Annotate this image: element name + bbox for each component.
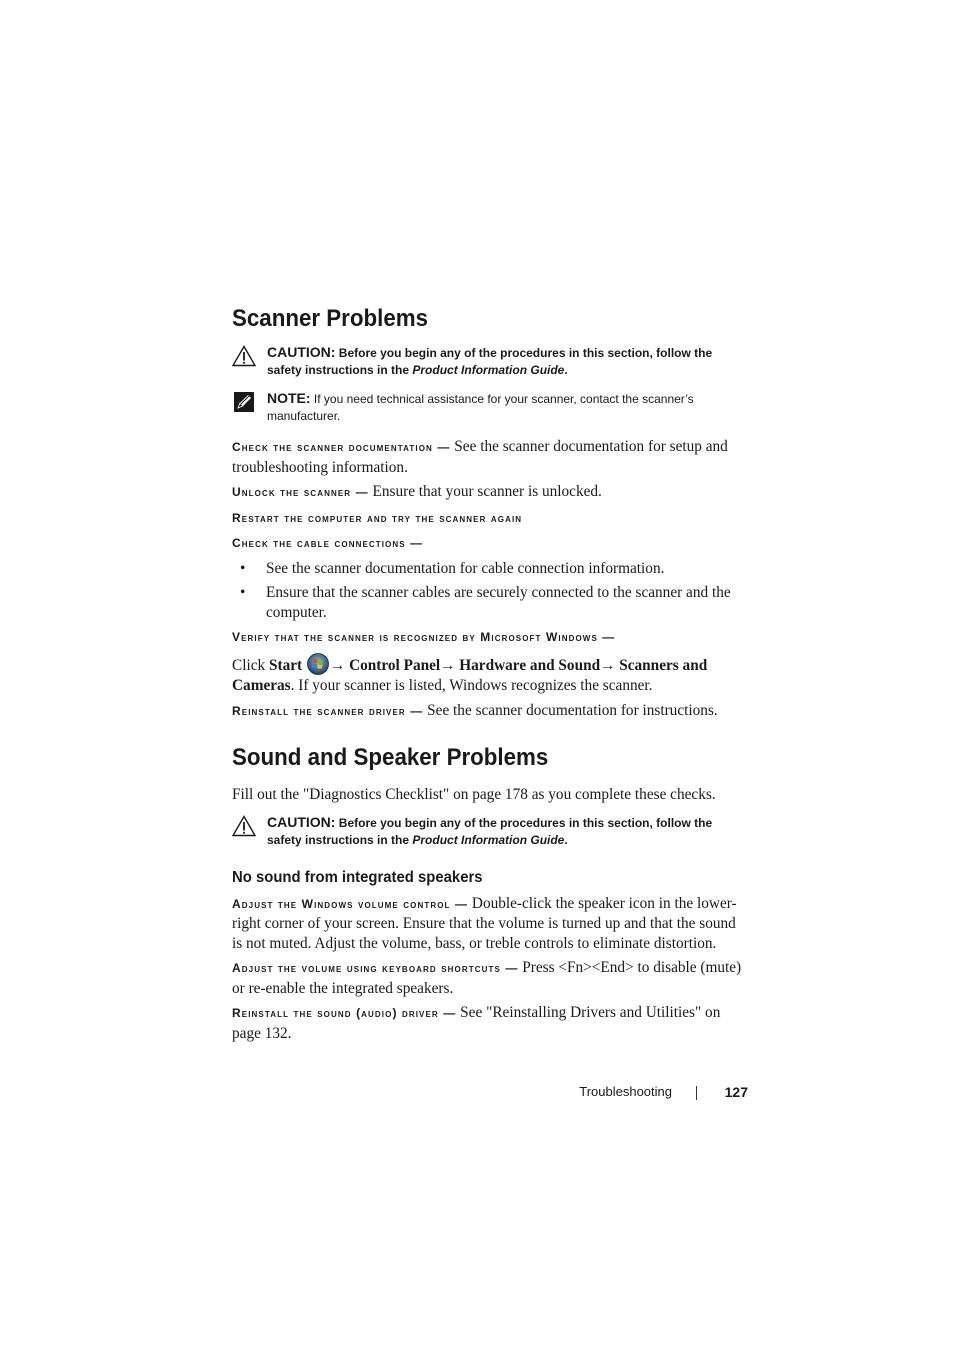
unlock-text: Ensure that your scanner is unlocked. [372,483,602,500]
check-doc-heading: Check the scanner documentation — [232,440,451,454]
caution-triangle-icon [232,345,256,367]
verify-paragraph: Click Start → Control Panel→ Hardware and Sound→ Scanners and Cameras. If your scanner is listed, Windows recognizes the scanner. [232,653,748,697]
unlock-heading: Unlock the scanner — [232,485,369,499]
volume-heading: Adjust the Windows volume control — [232,896,469,911]
cable-heading: Check the cable connections — [232,536,424,550]
windows-start-icon [307,653,329,675]
page-content [232,303,748,1043]
scanner-problems-title: Scanner Problems [232,305,428,332]
shortcuts-heading: Adjust the volume using keyboard shortcuts — [232,961,519,975]
no-sound-subtitle: No sound from integrated speakers [232,868,483,886]
driver-text: See "Reinstalling Drivers and Utilities" on page 132. [232,1004,721,1042]
note-pencil-icon [232,391,256,413]
list-item: • Ensure that the scanner cables are securely connected to the scanner and the computer. [240,584,731,621]
caution-guide-title: Product Information Guide [412,363,565,377]
footer-section: Troubleshooting [579,1084,672,1099]
caution-text: Before you begin any of the procedures in this section, follow the safety instructions in the [267,815,713,847]
verify-heading: Verify that the scanner is recognized by Microsoft Windows — [232,630,616,644]
footer-divider [696,1086,697,1100]
check-doc-text: See the scanner documentation for setup and troubleshooting information. [232,438,728,476]
reinstall-heading: Reinstall the scanner driver — [232,703,424,718]
caution-label: CAUTION: [267,344,336,360]
reinstall-paragraph [232,701,748,722]
list-item: • See the scanner documentation for cable connection information. [240,559,665,577]
start-label: Start [268,656,303,674]
unlock-paragraph [232,482,748,503]
sound-intro: Fill out the "Diagnostics Checklist" on page 178 as you complete these checks. [232,786,716,803]
page-footer [540,1084,748,1102]
cable-paragraph [232,533,748,554]
caution-text: Before you begin any of the procedures in this section, follow the safety instructions in the [267,346,713,377]
driver-paragraph [232,1003,748,1043]
note-text: If you need technical assistance for your scanner, contact the scanner’s manufacturer. [267,392,694,423]
sound-problems-title: Sound and Speaker Problems [232,744,549,771]
driver-heading: Reinstall the sound (audio) driver — [232,1006,457,1020]
volume-paragraph [232,894,748,954]
check-doc-paragraph [232,437,748,477]
note-notice [232,390,748,425]
cable-list [232,559,748,623]
note-label: NOTE: [267,390,311,406]
page-number: 127 [724,1084,748,1100]
shortcuts-text: Press <Fn><End> to disable (mute) or re-enable the integrated speakers. [232,959,742,997]
caution-notice: CAUTION: Before you begin any of the procedures in this section, follow the safety instructions in the Product Information Guide. [232,814,748,849]
shortcuts-paragraph [232,958,748,998]
caution-label: CAUTION: [267,813,336,830]
volume-text: Double-click the speaker icon in the lower-right corner of your screen. Ensure that the volume is turned up and that the sound is not muted. Adjust the volume, bass, or treble controls to eliminate distortion. [232,894,737,952]
restart-heading: Restart the computer and try the scanner again [232,510,523,525]
restart-paragraph [232,508,748,529]
caution-guide-title: Product Information Guide [412,832,565,847]
caution-triangle-icon [232,815,256,837]
caution-notice: CAUTION: Before you begin any of the procedures in this section, follow the safety instructions in the Product Information Guide. [232,344,748,379]
reinstall-text: See the scanner documentation for instructions. [427,701,718,719]
verify-heading-paragraph [232,627,748,648]
